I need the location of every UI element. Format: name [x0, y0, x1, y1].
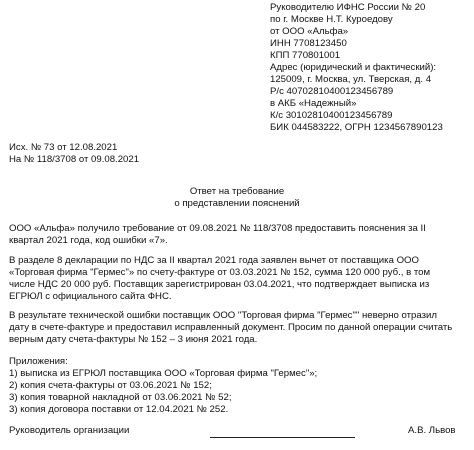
attachments-heading: Приложения:: [9, 356, 68, 367]
paragraph-line: ЕГРЮЛ с официального сайта ФНС.: [9, 291, 172, 302]
paragraph-line: «Торговая фирма "Гермес"» по счету-фактуре от 03.03.2021 № 152, сумма 120 000 руб., в том: [9, 267, 431, 278]
attachment-item: 2) копия счета-фактуры от 03.06.2021 № 152;: [9, 380, 212, 391]
outgoing-number: Исх. № 73 от 12.08.2021: [9, 142, 118, 153]
addressee-line: Адрес (юридический и фактический):: [270, 62, 437, 73]
title-line: о представлении пояснений: [174, 198, 300, 209]
addressee-line: 125009, г. Москва, ул. Тверская, д. 4: [270, 74, 432, 85]
attachment-item: 3) копия договора поставки от 12.04.2021 № 252.: [9, 404, 229, 415]
signatory-role: Руководитель организации: [9, 425, 130, 436]
signatory-name: А.В. Львов: [408, 425, 456, 436]
paragraph-line: В разделе 8 декларации по НДС за II квартал 2021 года заявлен вычет от поставщика ООО: [9, 255, 419, 266]
attachment-item: 1) выписка из ЕГРЮЛ поставщика ООО «Торговая фирма "Гермес"»;: [9, 368, 318, 379]
paragraph-line: ООО «Альфа» получило требование от 09.08.2021 № 118/3708 предоставить пояснения за II: [9, 223, 426, 234]
addressee-line: по г. Москве Н.Т. Куроедову: [270, 14, 393, 25]
paragraph-line: верным дату счета-фактуры № 152 – 3 июня 2021 года.: [9, 334, 258, 345]
addressee-line: КПП 770801001: [270, 50, 341, 61]
paragraph-line: числе НДС 20 000 руб. Поставщик зарегистрирован 03.04.2021, что подтверждает выписка из: [9, 279, 430, 290]
addressee-line: БИК 044583222, ОГРН 1234567890123: [270, 122, 443, 133]
addressee-line: К/с 30102810400123456789: [270, 110, 393, 121]
addressee-line: в АКБ «Надежный»: [270, 98, 357, 109]
addressee-line: Р/с 40702810400123456789: [270, 86, 394, 97]
addressee-line: Руководителю ИФНС России № 20: [270, 2, 426, 13]
paragraph-line: дату в счете-фактуре и предоставил исправленный документ. Просим по данной операции считать: [9, 322, 453, 333]
addressee-line: от ООО «Альфа»: [270, 26, 349, 37]
title-line: Ответ на требование: [189, 186, 285, 197]
incoming-reference: На № 118/3708 от 09.08.2021: [9, 154, 140, 165]
attachment-item: 3) копия товарной накладной от 03.06.2021 № 52;: [9, 392, 232, 403]
addressee-line: ИНН 7708123450: [270, 38, 347, 49]
paragraph-line: квартал 2021 года, код ошибки «7».: [9, 235, 168, 246]
signature-line: [210, 437, 355, 438]
paragraph-line: В результате технической ошибки поставщик ООО "Торговая фирма "Гермес"" неверно отразил: [9, 310, 437, 321]
